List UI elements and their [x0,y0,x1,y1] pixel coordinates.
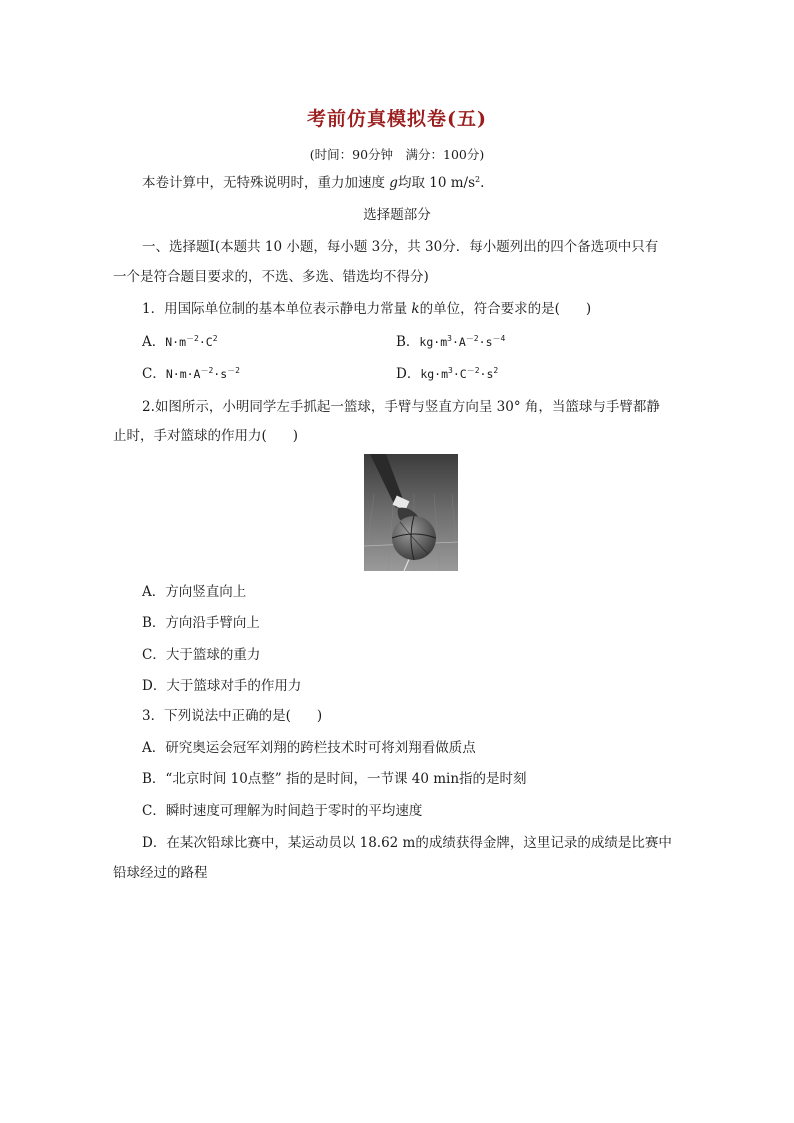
q1-c-s1: －2 [200,366,214,375]
q2-option-d: D．大于篮球对手的作用力 [142,678,302,694]
q1-d-s1: 3 [448,366,453,375]
q3-option-c: C．瞬时速度可理解为时间趋于零时的平均速度 [142,803,423,819]
q2-stem-text: 止时，手对篮球的作用力( [113,428,267,444]
intro-text: 本卷计算中，无特殊说明时，重力加速度 [142,175,390,191]
q1-c-label: C． [142,366,166,382]
q2-stem-line2 [113,427,298,445]
q1-a-t1: N·m [165,335,187,349]
exam-title: 考前仿真模拟卷(五) [307,108,487,130]
q2-option-b: B．方向沿手臂向上 [142,615,260,631]
q1-d-t3: ·s [479,367,494,381]
q1-a-s1: －2 [186,334,199,343]
q1-d-t1: kg·m [420,367,449,381]
q1-stem-end: ) [585,301,592,317]
exam-subtitle: (时间：90分钟 满分：100分) [309,147,485,162]
q1-option-d [396,365,498,383]
q1-c-t2: ·s [213,367,228,381]
intro-end: . [480,175,485,191]
instructions-line2: 一个是符合题目要求的，不选、多选、错选均不得分) [113,269,429,285]
instructions-line1: 一、选择题Ⅰ(本题共 10 小题，每小题 3分，共 30分．每小题列出的四个备选项中只有 [142,239,659,255]
q1-option-a [142,333,218,351]
q1-b-s1: 3 [447,334,452,343]
q1-option-b [396,333,505,351]
section-title: 选择题部分 [363,207,431,223]
q1-c-t1: N·m·A [165,367,201,381]
q1-c-s2: －2 [227,366,240,375]
q2-option-a: A．方向竖直向上 [142,584,247,600]
q1-b-label: B． [396,334,420,350]
q1-d-label: D． [396,366,421,382]
intro-var: g [389,175,398,191]
q1-stem [142,300,591,318]
q1-b-s2: －2 [465,334,479,343]
q1-b-t1: kg·m [419,335,448,349]
q3-option-d-line2: 铅球经过的路程 [113,865,208,881]
q1-d-s3: 2 [493,366,499,375]
q1-option-c [142,365,240,383]
q3-stem [142,707,322,725]
intro-sup: 2 [475,175,481,184]
basketball-illustration [364,454,458,571]
q2-stem-line1: 2.如图所示，小明同学左手抓起一篮球，手臂与竖直方向呈 30° 角，当篮球与手臂都静 [142,399,660,415]
q1-b-t3: ·s [478,335,493,349]
q3-stem-end: ) [316,708,323,724]
q1-stem-after: 的单位，符合要求的是( [419,301,560,317]
q1-stem-text: 1．用国际单位制的基本单位表示静电力常量 [142,301,412,317]
q2-option-c: C．大于篮球的重力 [142,647,261,663]
q1-a-label: A． [142,334,166,350]
q1-d-s2: －2 [466,366,480,375]
basketball-photo [364,454,458,571]
q3-option-a: A．研究奥运会冠军刘翔的跨栏技术时可将刘翔看做质点 [142,740,476,756]
q1-a-s2: 2 [212,334,218,343]
q2-stem-end: ) [292,428,299,444]
q1-b-t2: ·A [451,335,466,349]
q1-b-s3: －4 [492,334,506,343]
intro-line [142,174,484,192]
q1-d-t2: ·C [452,367,467,381]
q1-stem-var: k [411,301,420,317]
intro-unit: 均取 10 m/s [397,175,475,191]
q3-stem-text: 3．下列说法中正确的是( [142,708,291,724]
q3-option-b: B．“北京时间 10点整” 指的是时间，一节课 40 min指的是时刻 [142,771,527,787]
q3-option-d-line1: D．在某次铅球比赛中，某运动员以 18.62 m的成绩获得金牌，这里记录的成绩是比赛中 [142,835,672,851]
q1-a-t2: ·C [198,335,213,349]
